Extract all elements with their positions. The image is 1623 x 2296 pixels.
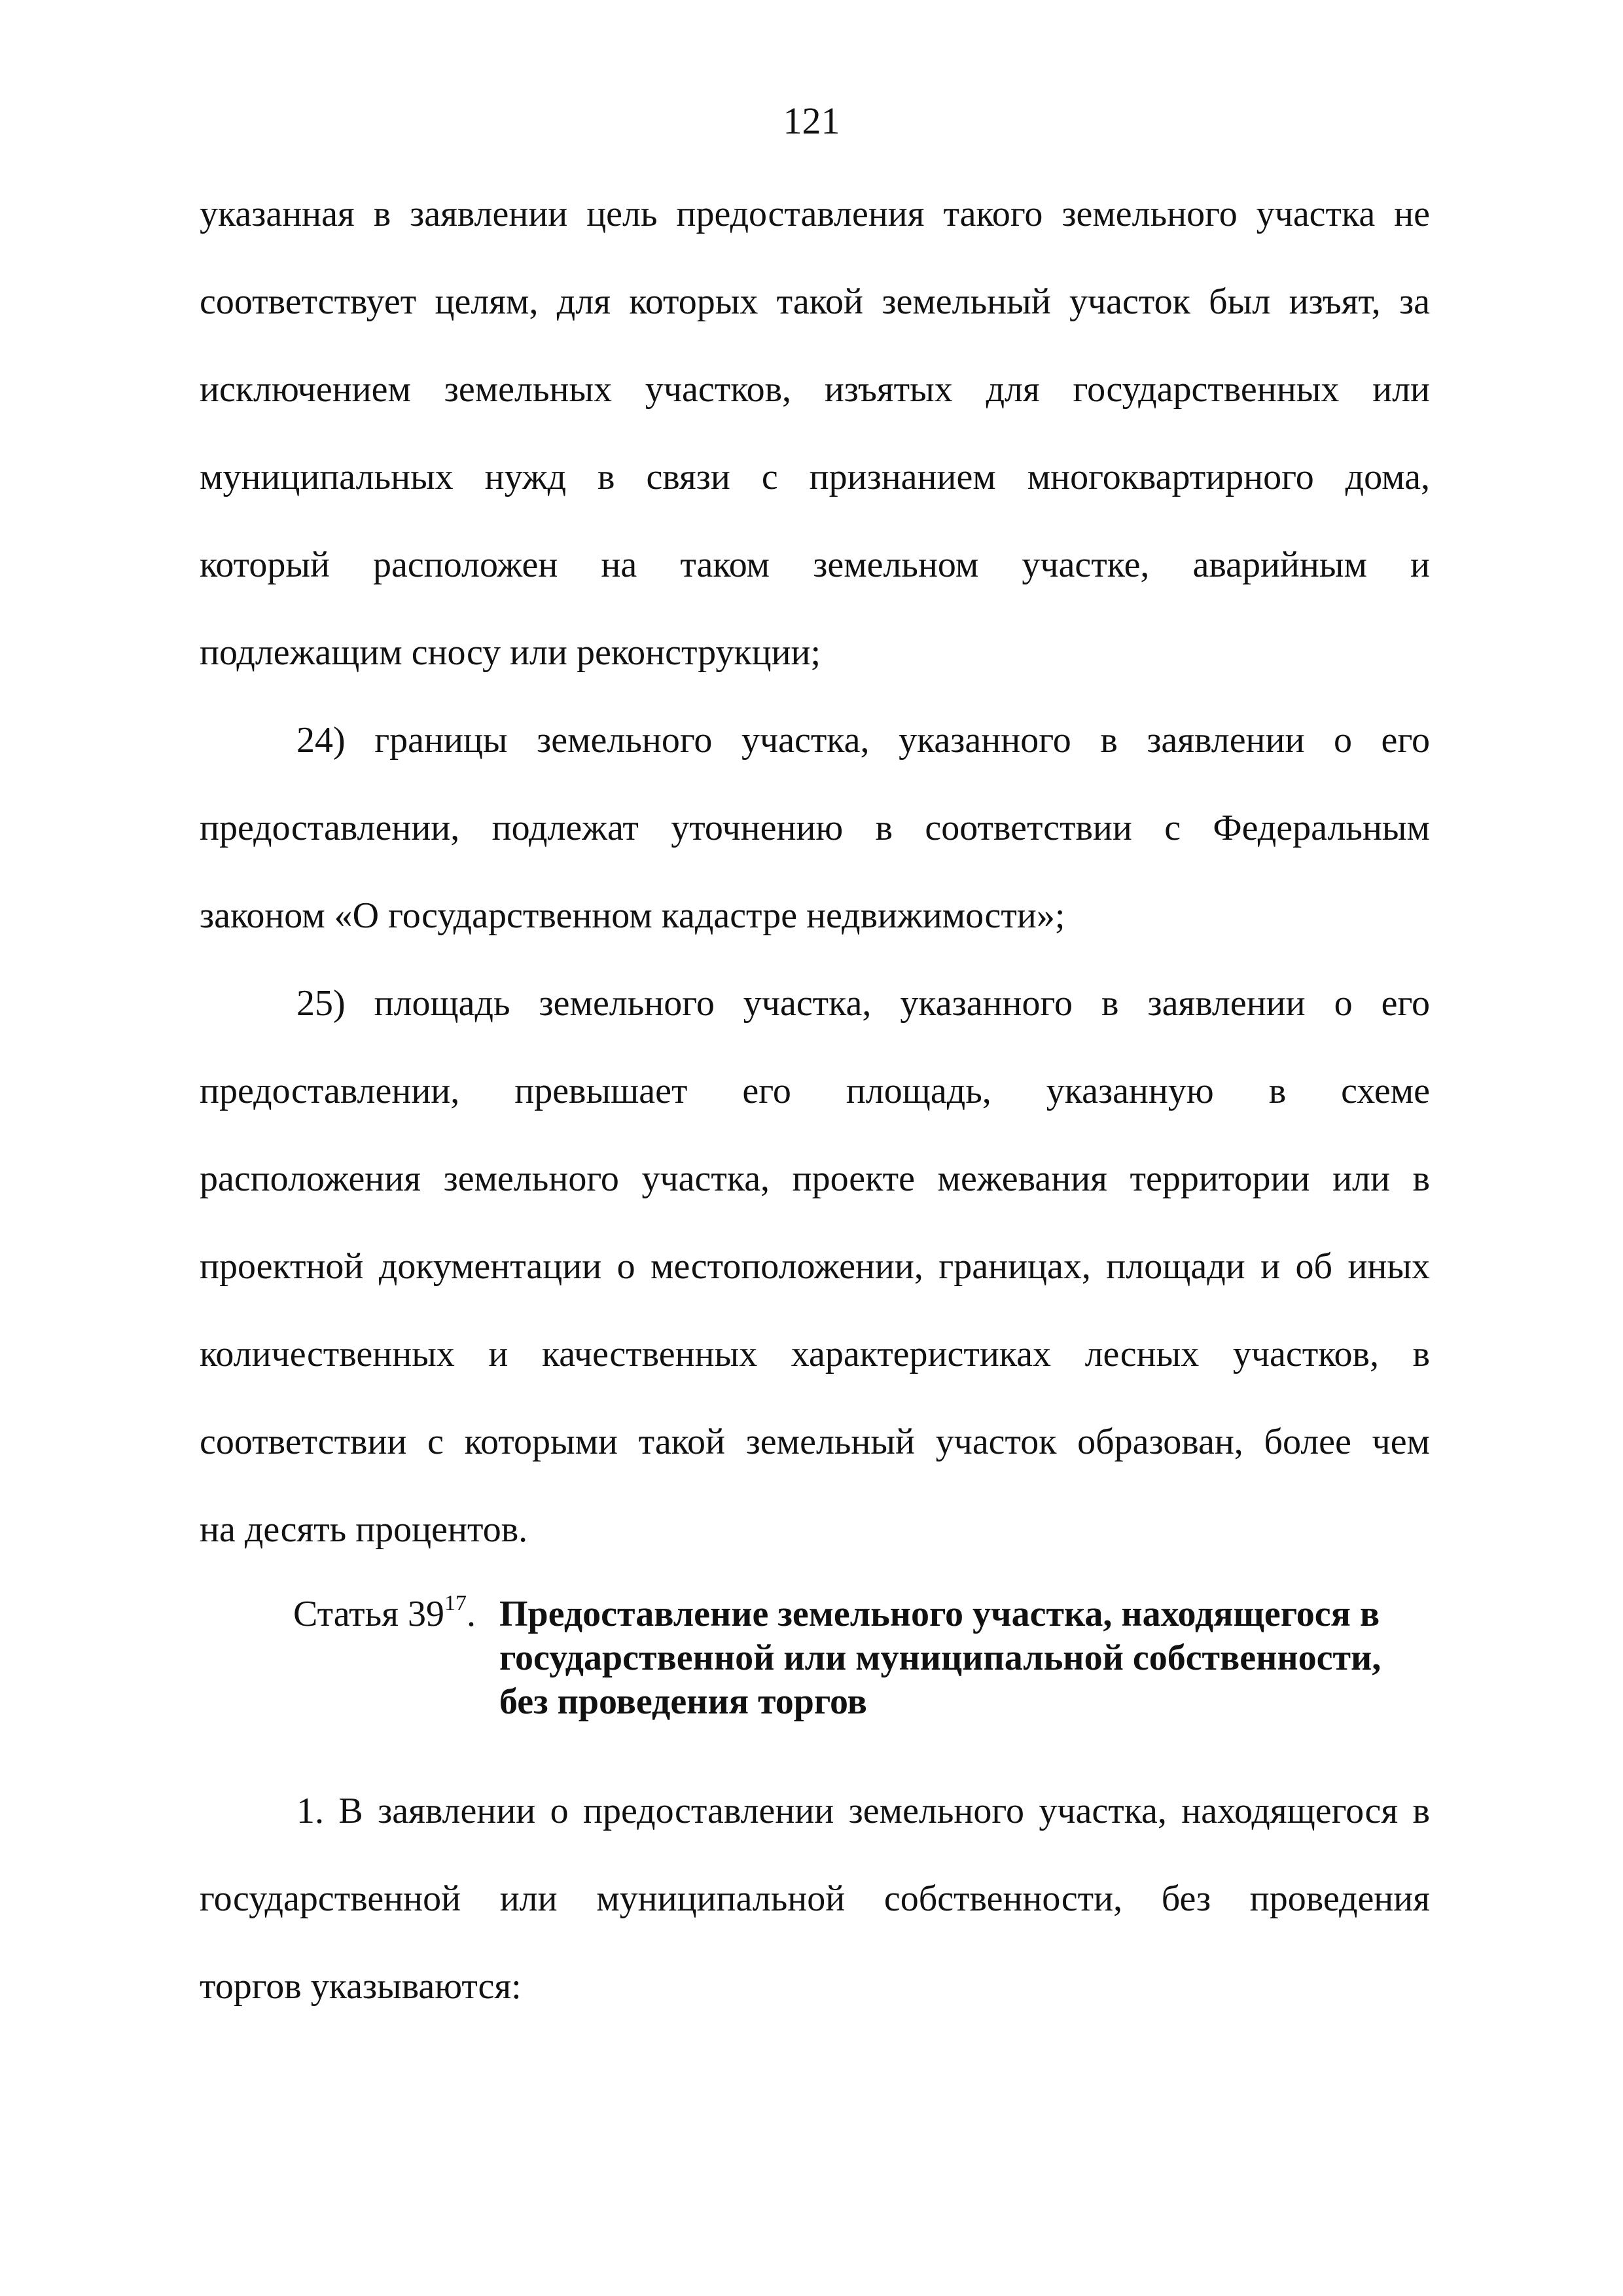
text-line: исключением земельных участков, изъятых для государственных или	[200, 369, 1430, 410]
text-line: торгов указываются:	[200, 1966, 522, 2007]
text-line: предоставлении, превышает его площадь, указанную в схеме	[200, 1071, 1430, 1111]
text-line: указанная в заявлении цель предоставления такого земельного участка не	[200, 194, 1430, 234]
text-line: предоставлении, подлежат уточнению в соответствии с Федеральным	[200, 808, 1430, 848]
text-line: проектной документации о местоположении, границах, площади и об иных	[200, 1246, 1430, 1287]
text-line: расположения земельного участка, проекте межевания территории или в	[200, 1158, 1430, 1199]
text-line: законом «О государственном кадастре недвижимости»;	[200, 895, 1065, 936]
article-title-line: государственной или муниципальной собственности,	[499, 1638, 1382, 1678]
article-title	[499, 1592, 1432, 1724]
text-line: соответствии с которыми такой земельный участок образован, более чем	[200, 1422, 1430, 1462]
article-label-dot: .	[466, 1594, 476, 1634]
list-item-25	[200, 960, 1430, 1573]
page-number: 121	[783, 99, 840, 142]
article-title-line: без проведения торгов	[499, 1681, 867, 1722]
text-line: муниципальных нужд в связи с признанием многоквартирного дома,	[200, 457, 1430, 497]
article-label-superscript: 17	[444, 1591, 467, 1615]
text-line: подлежащим сносу или реконструкции;	[200, 632, 821, 673]
text-line: количественных и качественных характеристиках лесных участков, в	[200, 1334, 1430, 1374]
text-line: 1. В заявлении о предоставлении земельного участка, находящегося в	[296, 1791, 1430, 1831]
text-line: соответствует целям, для которых такой земельный участок был изъят, за	[200, 281, 1430, 322]
text-line: государственной или муниципальной собственности, без проведения	[200, 1878, 1430, 1919]
text-line: который расположен на таком земельном участке, аварийным и	[200, 545, 1430, 585]
article-title-line: Предоставление земельного участка, находящегося в	[499, 1594, 1380, 1634]
list-item-24	[200, 696, 1430, 960]
text-line: на десять процентов.	[200, 1509, 528, 1550]
article-label	[293, 1592, 476, 1636]
text-line: 24) границы земельного участка, указанного в заявлении о его	[296, 720, 1430, 761]
article-label-text: Статья 39	[293, 1594, 444, 1634]
paragraph-1	[200, 1767, 1430, 2030]
paragraph-continuation	[200, 170, 1430, 696]
text-line: 25) площадь земельного участка, указанного в заявлении о его	[296, 983, 1430, 1024]
